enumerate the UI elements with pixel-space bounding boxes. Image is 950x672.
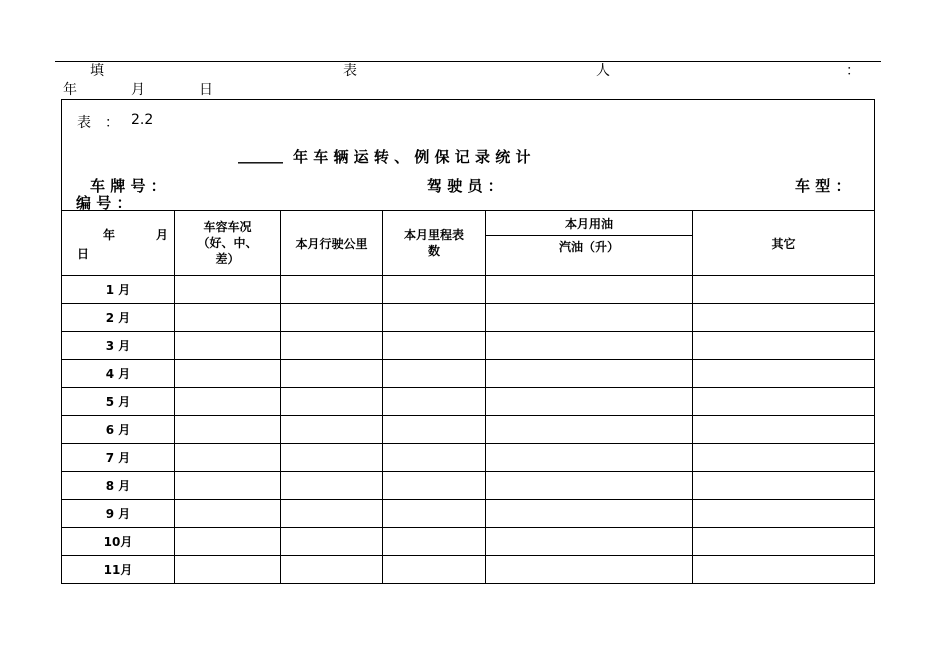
month-cell: 1 月 — [62, 276, 175, 304]
month-cell: 3 月 — [62, 332, 175, 360]
other-cell[interactable] — [693, 360, 875, 388]
month-header-cell — [62, 211, 175, 276]
other-header-cell: 其它 — [693, 211, 875, 276]
odometer-cell[interactable] — [383, 444, 486, 472]
distance-cell[interactable] — [281, 444, 383, 472]
driver-label: 驾 驶 员 ： — [427, 177, 503, 195]
table-row — [62, 360, 875, 388]
fuel-cell[interactable] — [486, 556, 693, 584]
month-cell: 4 月 — [62, 360, 175, 388]
odometer-cell[interactable] — [383, 416, 486, 444]
date-day-label: 日 — [199, 82, 213, 98]
odometer-cell[interactable] — [383, 528, 486, 556]
month-header-day: 日 — [77, 247, 90, 261]
table-number-label: 表 — [77, 115, 91, 131]
odometer-cell[interactable] — [383, 360, 486, 388]
other-cell[interactable] — [693, 472, 875, 500]
vehicle-record-table — [61, 99, 875, 584]
month-header-year: 年 — [103, 228, 116, 242]
other-cell[interactable] — [693, 528, 875, 556]
condition-cell[interactable] — [175, 304, 281, 332]
table-row — [62, 388, 875, 416]
distance-header-cell: 本月行驶公里 — [281, 211, 383, 276]
table-row — [62, 500, 875, 528]
condition-header-line-1: 车容车况 — [203, 220, 252, 234]
fuel-cell[interactable] — [486, 528, 693, 556]
condition-header-line-2: （好、中、 — [197, 236, 258, 250]
fuel-header-cell: 本月用油 — [486, 211, 693, 236]
condition-cell[interactable] — [175, 556, 281, 584]
month-cell: 8 月 — [62, 472, 175, 500]
plate-number-label: 车 牌 号 ： — [90, 177, 166, 195]
month-header-month: 月 — [156, 228, 169, 242]
other-cell[interactable] — [693, 416, 875, 444]
condition-cell[interactable] — [175, 332, 281, 360]
fuel-cell[interactable] — [486, 388, 693, 416]
table-row — [62, 332, 875, 360]
fuel-cell[interactable] — [486, 416, 693, 444]
other-cell[interactable] — [693, 276, 875, 304]
fill-label-char-1: 填 — [90, 63, 104, 79]
odometer-cell[interactable] — [383, 556, 486, 584]
month-cell: 2 月 — [62, 304, 175, 332]
other-cell[interactable] — [693, 304, 875, 332]
table-row — [62, 304, 875, 332]
condition-cell[interactable] — [175, 276, 281, 304]
condition-cell[interactable] — [175, 528, 281, 556]
distance-cell[interactable] — [281, 304, 383, 332]
distance-cell[interactable] — [281, 360, 383, 388]
condition-cell[interactable] — [175, 500, 281, 528]
odometer-cell[interactable] — [383, 276, 486, 304]
top-rule — [55, 61, 881, 62]
table-number-colon: ： — [105, 115, 119, 131]
other-cell[interactable] — [693, 500, 875, 528]
distance-cell[interactable] — [281, 276, 383, 304]
odometer-cell[interactable] — [383, 472, 486, 500]
date-month-label: 月 — [131, 82, 145, 98]
vehicle-number-label: 编 号 ： — [76, 194, 132, 212]
month-cell: 5 月 — [62, 388, 175, 416]
condition-header-cell — [175, 211, 281, 276]
distance-cell[interactable] — [281, 416, 383, 444]
fuel-cell[interactable] — [486, 304, 693, 332]
distance-cell[interactable] — [281, 500, 383, 528]
odometer-cell[interactable] — [383, 332, 486, 360]
other-cell[interactable] — [693, 332, 875, 360]
title-year-blank: ______ — [238, 146, 283, 164]
month-cell: 10月 — [62, 528, 175, 556]
fill-label-colon: ： — [846, 63, 860, 79]
date-year-label: 年 — [63, 82, 77, 98]
form-title: 年 车 辆 运 转 、 例 保 记 录 统 计 — [293, 148, 531, 166]
condition-cell[interactable] — [175, 388, 281, 416]
month-cell: 11月 — [62, 556, 175, 584]
odometer-header-line-1: 本月里程表 — [403, 228, 464, 242]
fill-label-char-2: 表 — [343, 63, 357, 79]
table-row — [62, 276, 875, 304]
fuel-cell[interactable] — [486, 332, 693, 360]
fuel-cell[interactable] — [486, 360, 693, 388]
condition-cell[interactable] — [175, 360, 281, 388]
odometer-cell[interactable] — [383, 304, 486, 332]
distance-cell[interactable] — [281, 528, 383, 556]
other-cell[interactable] — [693, 444, 875, 472]
other-cell[interactable] — [693, 388, 875, 416]
other-cell[interactable] — [693, 556, 875, 584]
condition-cell[interactable] — [175, 416, 281, 444]
distance-cell[interactable] — [281, 388, 383, 416]
table-number-value: 2.2 — [131, 112, 154, 128]
fuel-cell[interactable] — [486, 500, 693, 528]
fuel-gasoline-header-cell: 汽油（升） — [486, 236, 693, 276]
distance-cell[interactable] — [281, 472, 383, 500]
condition-header-line-3: 差） — [215, 252, 240, 266]
table-row — [62, 556, 875, 584]
odometer-cell[interactable] — [383, 388, 486, 416]
month-cell: 6 月 — [62, 416, 175, 444]
condition-cell[interactable] — [175, 444, 281, 472]
fuel-cell[interactable] — [486, 472, 693, 500]
table-row — [62, 472, 875, 500]
vehicle-model-label: 车 型 ： — [795, 177, 851, 195]
condition-cell[interactable] — [175, 472, 281, 500]
fuel-cell[interactable] — [486, 444, 693, 472]
fill-label-char-3: 人 — [596, 63, 610, 79]
month-cell: 9 月 — [62, 500, 175, 528]
table-row — [62, 528, 875, 556]
table-row — [62, 444, 875, 472]
form-header-block — [62, 100, 875, 211]
odometer-cell[interactable] — [383, 500, 486, 528]
odometer-header-cell — [383, 211, 486, 276]
odometer-header-line-2: 数 — [427, 244, 440, 258]
fuel-cell[interactable] — [486, 276, 693, 304]
table-row — [62, 416, 875, 444]
month-cell: 7 月 — [62, 444, 175, 472]
distance-cell[interactable] — [281, 332, 383, 360]
distance-cell[interactable] — [281, 556, 383, 584]
